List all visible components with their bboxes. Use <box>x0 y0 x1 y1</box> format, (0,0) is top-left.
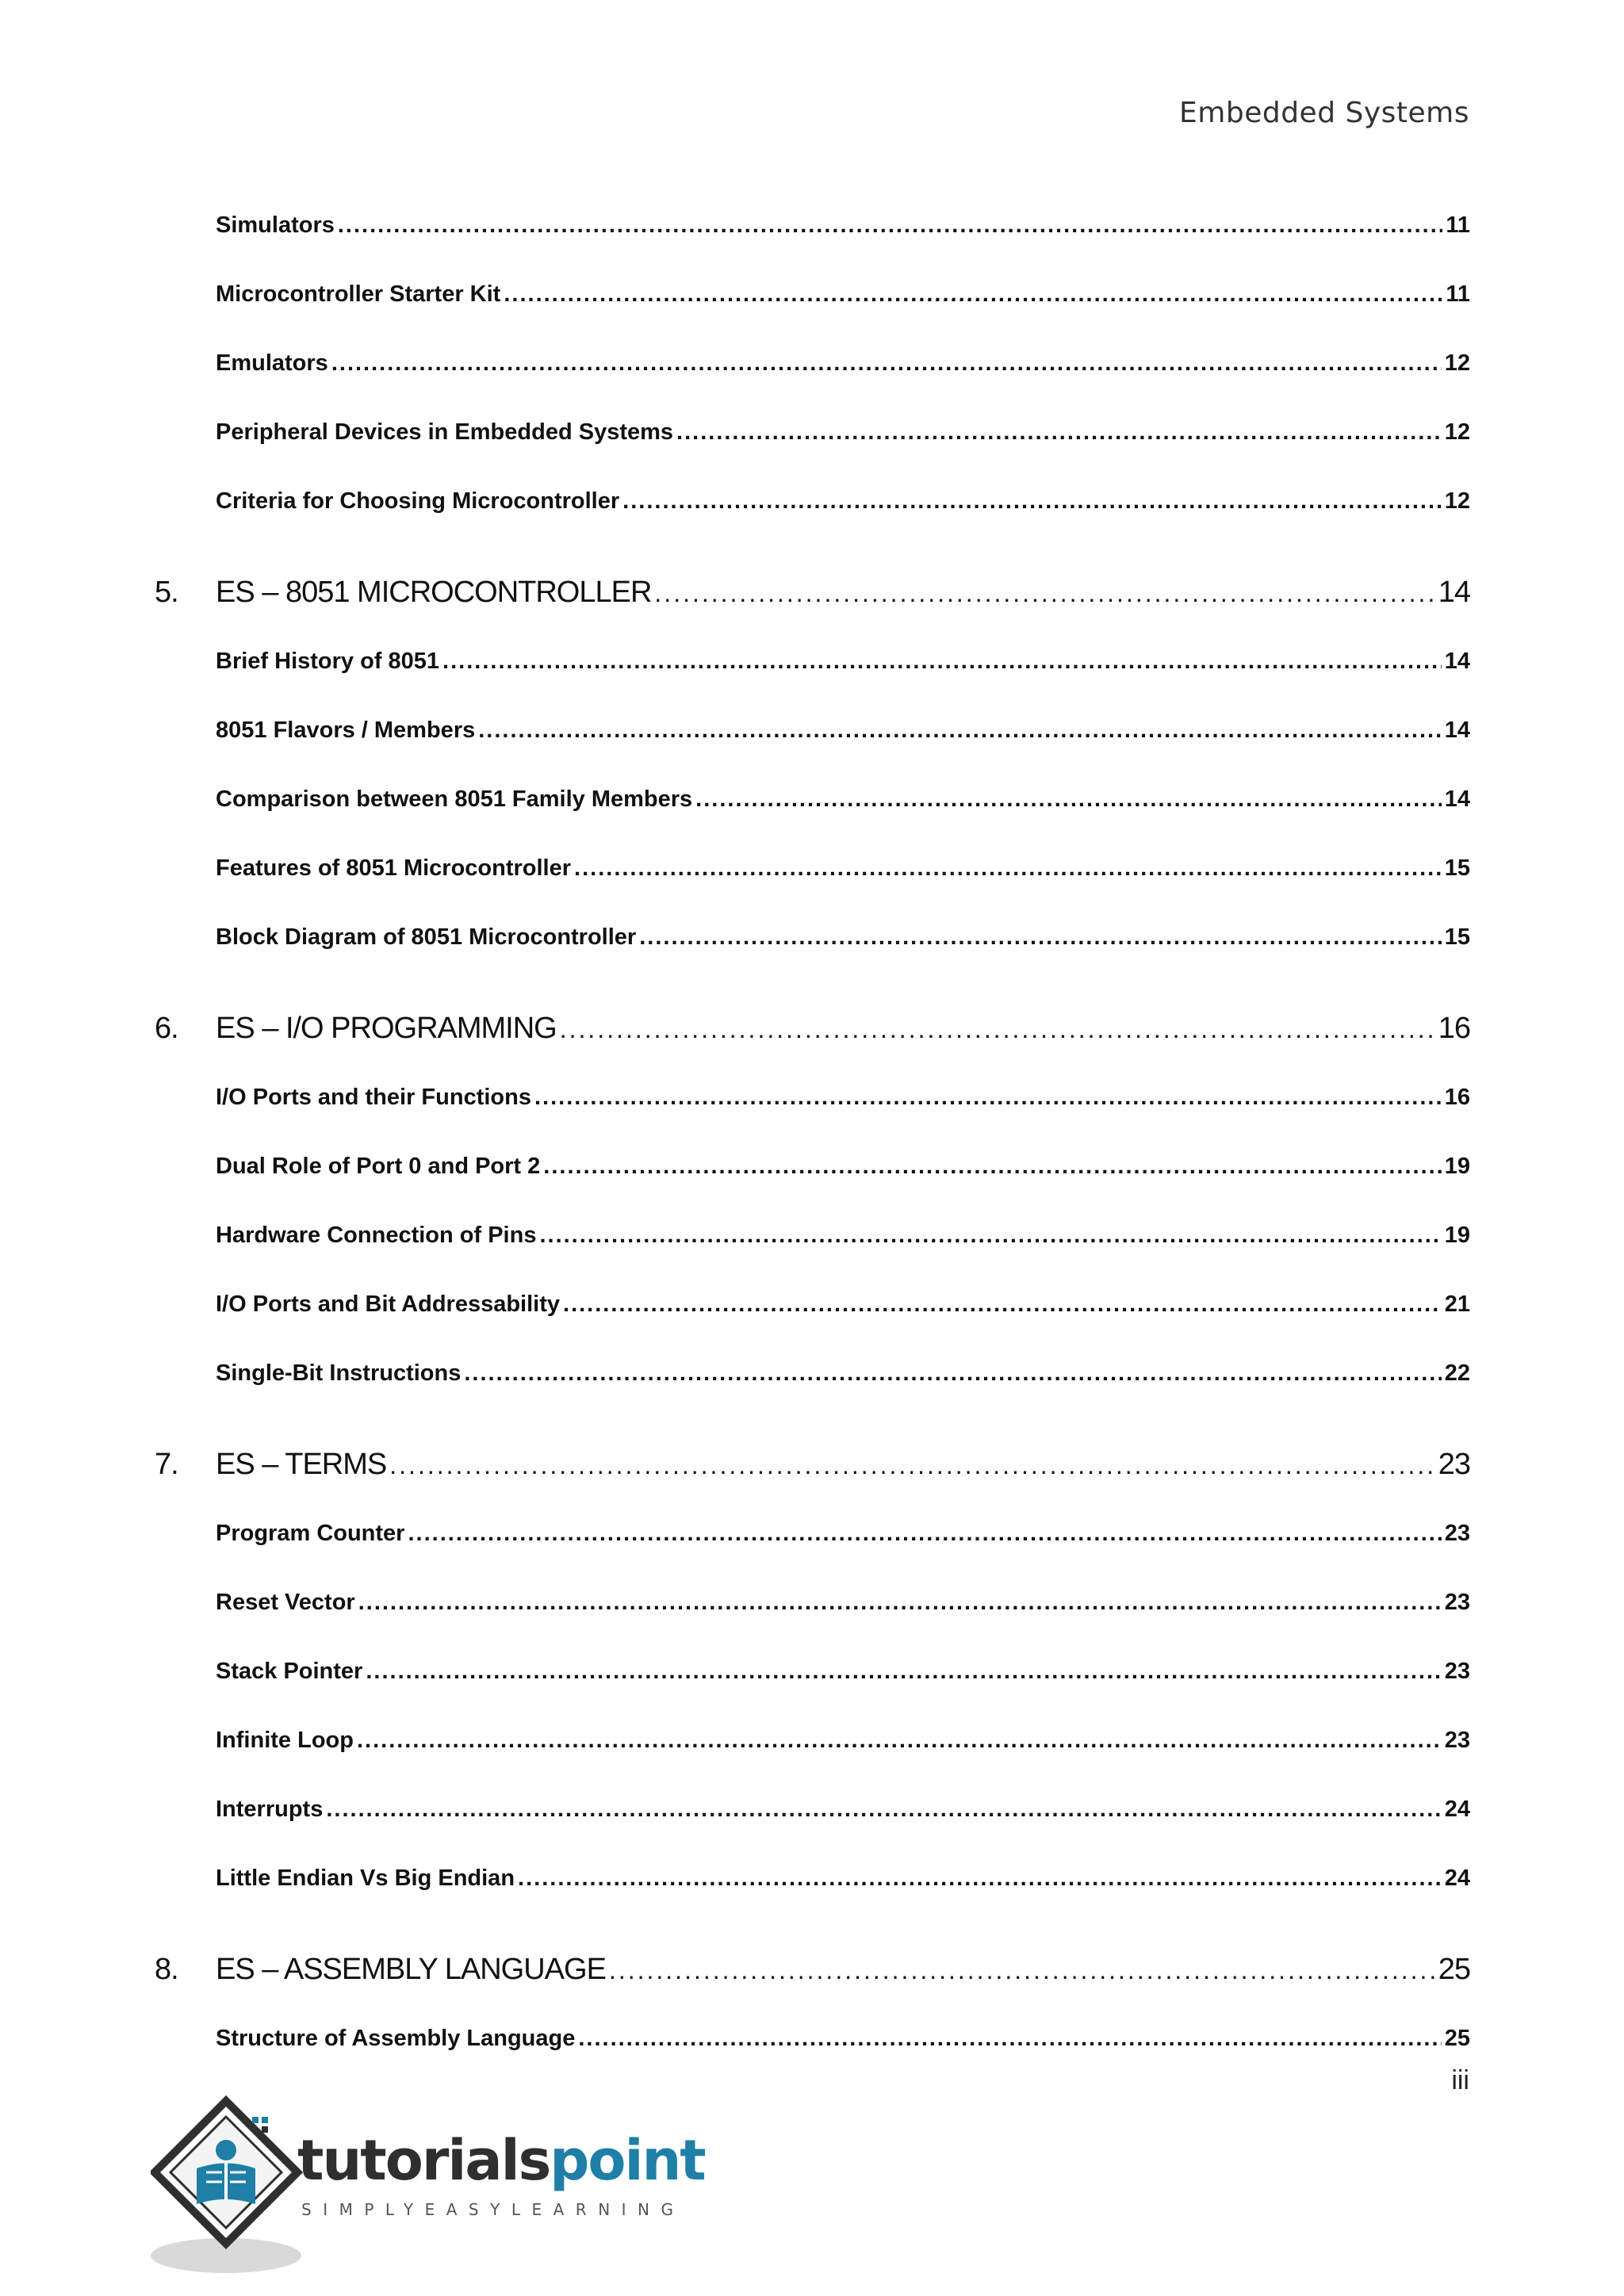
running-header: Embedded Systems <box>1179 97 1469 129</box>
toc-entry-title: ES – 8051 MICROCONTROLLER <box>216 576 652 609</box>
toc-section-entry[interactable] <box>216 1659 1470 1685</box>
toc-entry-page: 12 <box>1444 419 1470 445</box>
toc-entry-title: Single-Bit Instructions <box>216 1360 462 1386</box>
logo-emblem-icon <box>151 2093 309 2283</box>
toc-section-entry[interactable] <box>216 1154 1470 1180</box>
toc-dot-leader <box>578 2026 1441 2052</box>
toc-entry-page: 23 <box>1444 1659 1470 1684</box>
toc-entry-page: 23 <box>1444 1590 1470 1615</box>
toc-dot-leader <box>676 419 1442 446</box>
toc-section-entry[interactable] <box>216 2026 1470 2052</box>
toc-entry-title: Block Diagram of 8051 Microcontroller <box>216 924 637 950</box>
toc-entry-page: 24 <box>1444 1866 1470 1891</box>
toc-dot-leader <box>543 1154 1441 1180</box>
toc-entry-page: 15 <box>1444 855 1470 881</box>
logo-wordmark <box>297 2128 705 2193</box>
toc-section-entry[interactable] <box>216 855 1470 882</box>
toc-chapter-number: 5. <box>155 576 178 609</box>
toc-entry-page: 14 <box>1444 718 1470 743</box>
toc-entry-page: 15 <box>1444 924 1470 950</box>
toc-entry-title: Infinite Loop <box>216 1728 354 1753</box>
toc-section-entry[interactable] <box>216 924 1470 951</box>
toc-chapter-number: 8. <box>155 1953 178 1986</box>
toc-section-entry[interactable] <box>216 1590 1470 1616</box>
toc-entry-title: Comparison between 8051 Family Members <box>216 786 693 812</box>
toc-chapter-number: 6. <box>155 1012 178 1045</box>
page-number: iii <box>1451 2065 1469 2095</box>
toc-section-entry[interactable] <box>216 718 1470 744</box>
toc-entry-title: Criteria for Choosing Microcontroller <box>216 488 620 514</box>
toc-entry-page: 22 <box>1444 1360 1470 1386</box>
toc-entry-title: Stack Pointer <box>216 1659 363 1684</box>
toc-section-entry[interactable] <box>216 419 1470 446</box>
toc-entry-title: Microcontroller Starter Kit <box>216 281 501 307</box>
toc-dot-leader <box>478 718 1442 744</box>
toc-entry-page: 11 <box>1446 212 1470 238</box>
toc-entry-page: 14 <box>1444 649 1470 674</box>
toc-section-entry[interactable] <box>216 488 1470 515</box>
toc-entry-title: Hardware Connection of Pins <box>216 1223 537 1248</box>
toc-dot-leader <box>563 1292 1442 1318</box>
toc-section-entry[interactable] <box>216 350 1470 377</box>
toc-entry-title: I/O Ports and Bit Addressability <box>216 1292 561 1317</box>
toc-entry-title: Emulators <box>216 350 328 376</box>
toc-dot-leader <box>504 281 1442 308</box>
toc-dot-leader <box>389 1451 1434 1480</box>
toc-entry-title: ES – TERMS <box>216 1448 387 1481</box>
toc-entry-title: ES – ASSEMBLY LANGUAGE <box>216 1953 606 1986</box>
toc-dot-leader <box>366 1659 1441 1685</box>
toc-dot-leader <box>357 1728 1442 1754</box>
toc-entry-page: 21 <box>1444 1292 1470 1317</box>
toc-dot-leader <box>574 855 1442 882</box>
toc-entry-page: 23 <box>1444 1728 1470 1753</box>
toc-section-entry[interactable] <box>216 1223 1470 1249</box>
toc-chapter-entry[interactable] <box>155 576 1470 610</box>
toc-dot-leader <box>695 786 1442 813</box>
toc-dot-leader <box>408 1521 1441 1547</box>
toc-entry-page: 12 <box>1444 350 1470 376</box>
toc-entry-title: Dual Role of Port 0 and Port 2 <box>216 1154 541 1179</box>
toc-entry-title: Features of 8051 Microcontroller <box>216 855 572 881</box>
toc-section-entry[interactable] <box>216 1797 1470 1823</box>
toc-entry-title: I/O Ports and their Functions <box>216 1085 531 1110</box>
toc-dot-leader <box>534 1085 1442 1111</box>
toc-chapter-entry[interactable] <box>155 1953 1470 1987</box>
toc-section-entry[interactable] <box>216 1728 1470 1754</box>
toc-dot-leader <box>358 1590 1442 1616</box>
toc-dot-leader <box>539 1223 1441 1249</box>
toc-section-entry[interactable] <box>216 1866 1470 1892</box>
toc-dot-leader <box>622 488 1442 515</box>
toc-dot-leader <box>326 1797 1441 1823</box>
toc-entry-title: Reset Vector <box>216 1590 355 1615</box>
toc-entry-title: Program Counter <box>216 1521 405 1546</box>
toc-entry-page: 16 <box>1438 1012 1470 1045</box>
toc-section-entry[interactable] <box>216 1360 1470 1387</box>
toc-dot-leader <box>609 1956 1435 1985</box>
toc-entry-page: 11 <box>1446 281 1470 307</box>
tutorialspoint-logo <box>151 2093 705 2283</box>
toc-section-entry[interactable] <box>216 212 1470 239</box>
toc-dot-leader <box>464 1360 1441 1387</box>
toc-entry-page: 14 <box>1444 786 1470 812</box>
toc-entry-page: 23 <box>1438 1448 1470 1481</box>
toc-entry-title: Simulators <box>216 212 335 238</box>
toc-dot-leader <box>338 212 1442 239</box>
toc-entry-page: 19 <box>1444 1223 1470 1248</box>
logo-wordmark-part1: tutorials <box>297 2128 550 2193</box>
toc-section-entry[interactable] <box>216 786 1470 813</box>
toc-dot-leader <box>560 1015 1435 1044</box>
toc-entry-page: 25 <box>1444 2026 1470 2051</box>
toc-entry-title: 8051 Flavors / Members <box>216 718 476 743</box>
toc-entry-title: ES – I/O PROGRAMMING <box>216 1012 557 1045</box>
toc-section-entry[interactable] <box>216 1292 1470 1318</box>
toc-entry-page: 23 <box>1444 1521 1470 1546</box>
logo-wordmark-part2: point <box>550 2128 705 2193</box>
toc-chapter-number: 7. <box>155 1448 178 1481</box>
logo-tagline: SIMPLYEASYLEARNING <box>301 2200 685 2219</box>
toc-entry-page: 12 <box>1444 488 1470 514</box>
toc-entry-title: Structure of Assembly Language <box>216 2026 576 2051</box>
toc-section-entry[interactable] <box>216 281 1470 308</box>
toc-dot-leader <box>518 1866 1442 1892</box>
toc-entry-page: 19 <box>1444 1154 1470 1179</box>
toc-chapter-entry[interactable] <box>155 1012 1470 1046</box>
toc-section-entry[interactable] <box>216 1085 1470 1111</box>
toc-section-entry[interactable] <box>216 649 1470 675</box>
toc-dot-leader <box>331 350 1442 377</box>
toc-dot-leader <box>442 649 1442 675</box>
toc-entry-title: Brief History of 8051 <box>216 649 440 674</box>
toc-entry-page: 16 <box>1444 1085 1470 1110</box>
toc-section-entry[interactable] <box>216 1521 1470 1547</box>
toc-entry-page: 14 <box>1438 576 1470 609</box>
toc-entry-title: Little Endian Vs Big Endian <box>216 1866 515 1891</box>
toc-entry-page: 24 <box>1444 1797 1470 1822</box>
toc-entry-title: Peripheral Devices in Embedded Systems <box>216 419 674 445</box>
toc-dot-leader <box>639 924 1442 951</box>
toc-dot-leader <box>654 579 1434 608</box>
toc-entry-title: Interrupts <box>216 1797 324 1822</box>
toc-entry-page: 25 <box>1438 1953 1470 1986</box>
toc-chapter-entry[interactable] <box>155 1448 1470 1482</box>
